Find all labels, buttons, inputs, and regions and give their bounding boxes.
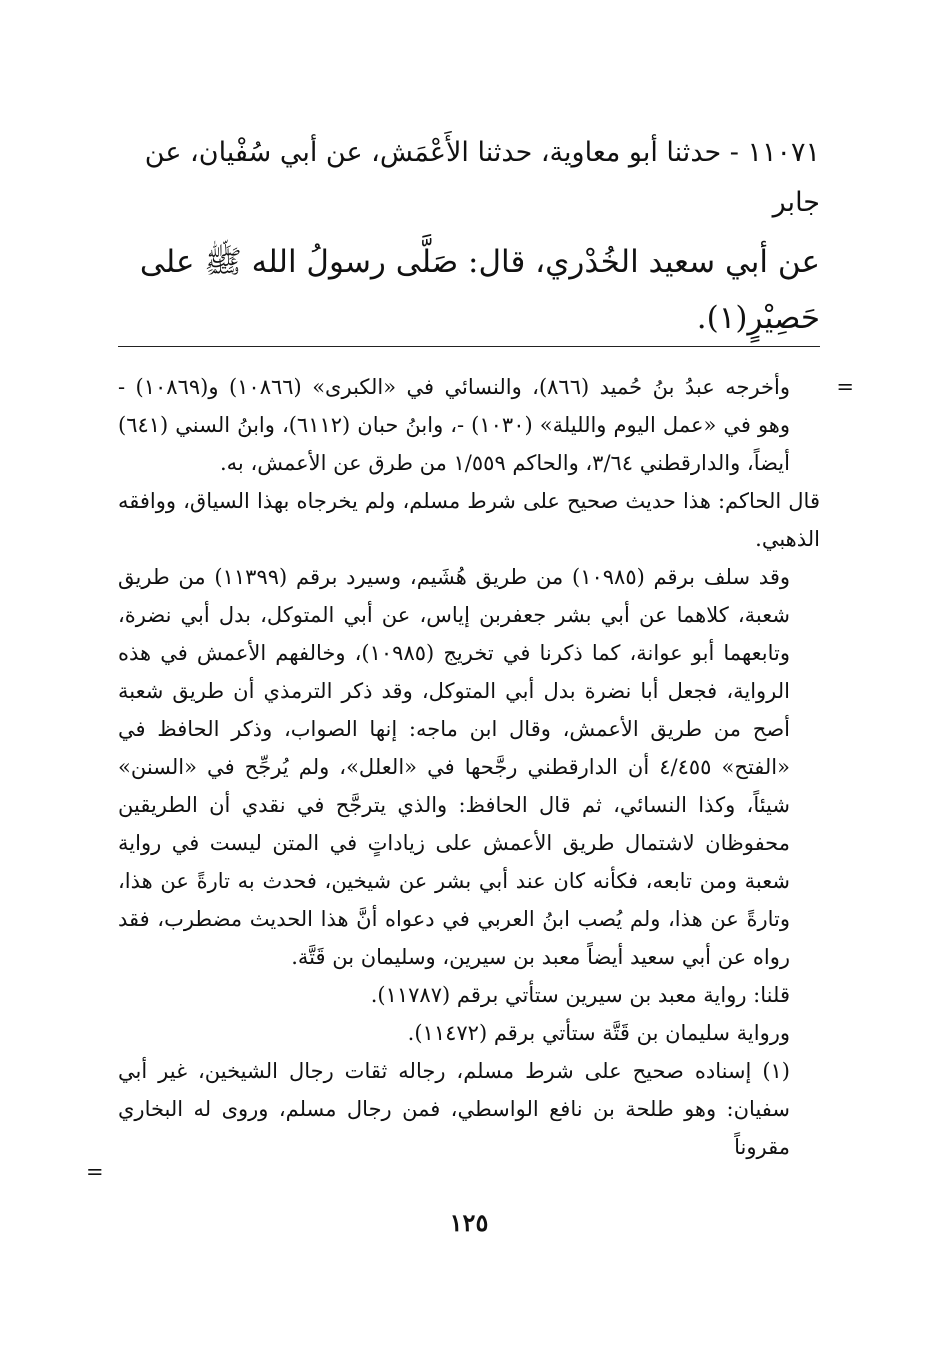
hadith-line-3: عن أبي سعيد الخُدْري، قال: صَلَّى رسولُ الله ﷺ على <box>139 244 820 280</box>
continuation-mark-bottom: = <box>86 1160 104 1184</box>
footnote-divider <box>118 346 820 347</box>
hadith-line-4: حَصِيْرٍ(١). <box>696 300 820 336</box>
hadith-line-1: ١١٠٧١ - حدثنا أبو معاوية، حدثنا الأَعْمَش، عن أبي سُفْيان، عن <box>144 137 820 168</box>
footnotes <box>118 368 854 1166</box>
footnote-paragraph-1: وأخرجه عبدُ بنُ حُميد (٨٦٦)، والنسائي في «الكبرى» (١٠٨٦٦) و(١٠٨٦٩) - وهو في «عمل اليوم والليلة» (١٠٣٠) -، وابنُ حبان (٦١١٢)، وابنُ السني (٦٤١) أيضاً، والدارقطني ٣/٦٤، والحاكم ١/٥٥٩ من طرق عن الأعمش، به. <box>118 375 791 475</box>
footnote-1: (١) إسناده صحيح على شرط مسلم، رجاله ثقات رجال الشيخين، غير أبي سفيان: وهو طلحة بن نافع الواسطي، فمن رجال مسلم، وروى له البخاري مقروناً <box>118 1059 791 1159</box>
footnote-paragraph-4: قلنا: رواية معبد بن سيرين ستأتي برقم (١١٧٨٧). <box>370 983 790 1007</box>
page-number: ١٢٥ <box>449 1208 489 1237</box>
footnote-paragraph-5: ورواية سليمان بن قَتَّة ستأتي برقم (١١٤٧٢). <box>407 1021 790 1045</box>
hadith-line-2: جابر <box>772 187 820 218</box>
continuation-mark: = <box>836 375 854 399</box>
footnote-paragraph-2: قال الحاكم: هذا حديث صحيح على شرط مسلم، ولم يخرجاه بهذا السياق، ووافقه الذهبي. <box>118 489 820 551</box>
footnote-paragraph-3: وقد سلف برقم (١٠٩٨٥) من طريق هُشَيم، وسيرد برقم (١١٣٩٩) من طريق شعبة، كلاهما عن أبي بشر جعفربن إياس، عن أبي المتوكل، بدل أبي نضرة، وتابعهما أبو عوانة، كما ذكرنا في تخريج (١٠٩٨٥)، وخالفهم الأعمش في هذه الرواية، فجعل أبا نضرة بدل أبي المتوكل، وقد ذكر الترمذي أن طريق شعبة أصح من طريق الأعمش، وقال ابن ماجه: إنها الصواب، وذكر الحافظ في «الفتح» ٤/٤٥٥ أن الدارقطني رجَّحها في «العلل»، ولم يُرجِّح في «السنن» شيئاً، وكذا النسائي، ثم قال الحافظ: والذي يترجَّح في نقدي أن الطريقين محفوظان لاشتمال طريق الأعمش على زياداتٍ في المتن ليست في رواية شعبة ومن تابعه، فكأنه كان عند أبي بشر عن شيخين، فحدث به تارةً عن هذا، وتارةً عن هذا، ولم يُصب ابنُ العربي في دعواه أنَّ هذا الحديث مضطرب، فقد رواه عن أبي سعيد أيضاً معبد بن سيرين، وسليمان بن قَتَّة. <box>118 565 791 969</box>
